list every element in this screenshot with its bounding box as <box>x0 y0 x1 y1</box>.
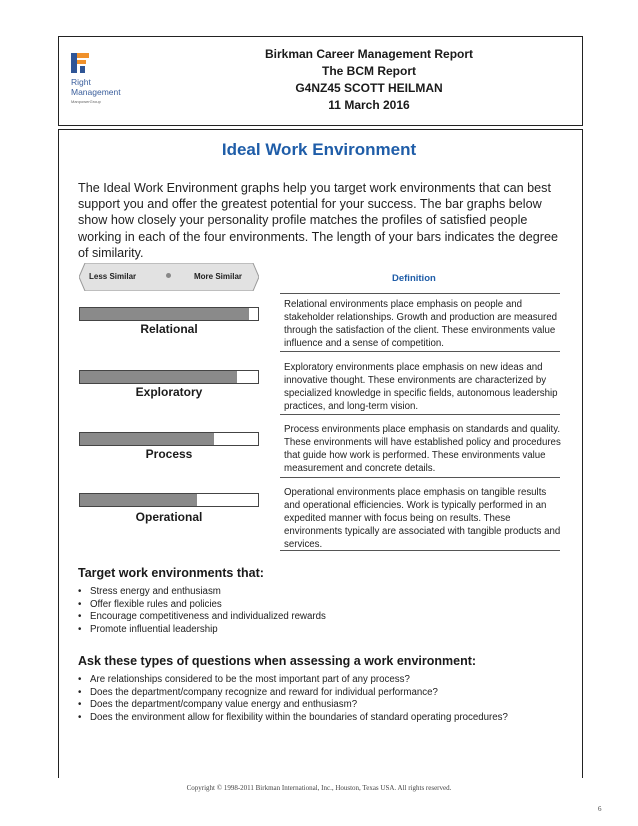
list-item: • Are relationships considered to be the most important part of any process? <box>78 674 508 687</box>
page-number: 6 <box>598 805 602 813</box>
env-definition-operational: Operational environments place emphasis on tangible results and operational efficiencies. Work is typically performed in an expedited manner with focus being on results. These environments typically are associated with tangible products and services. <box>284 487 561 550</box>
scale-more-label: More Similar <box>194 272 243 281</box>
env-definition-exploratory: Exploratory environments place emphasis on new ideas and innovative thought. These environments are characterized by specialized knowledge in specific fields, autonomous leadership practices, and long-term vision. <box>284 362 558 412</box>
similarity-scale <box>79 263 259 291</box>
bar-track <box>79 432 259 446</box>
target-heading: Target work environments that: <box>78 566 264 580</box>
definition-heading: Definition <box>392 273 436 284</box>
bar-relational <box>80 308 249 320</box>
bar-track <box>79 493 259 507</box>
list-item: • Promote influential leadership <box>78 624 326 637</box>
logo-text-line1: Right <box>71 77 91 87</box>
bar-operational <box>80 494 197 506</box>
logo-text-line2: Management <box>71 87 121 97</box>
page-title: Ideal Work Environment <box>221 140 417 159</box>
bar-track <box>79 307 259 321</box>
intro-paragraph: The Ideal Work Environment graphs help you target work environments that can best support you and offer the greatest potential for your success. The bar graphs below show how closely your personality profile matches the profiles of satisfied people working in each of the four environments. The length of your bars indicates the degree of similarity. <box>78 181 559 260</box>
divider-rule <box>280 477 560 478</box>
env-label-process: Process <box>145 447 193 461</box>
questions-heading: Ask these types of questions when assessing a work environment: <box>78 654 477 668</box>
copyright-notice: Copyright © 1998-2011 Birkman International, Inc., Houston, Texas USA. All rights reserved. <box>186 784 452 792</box>
list-item: • Does the environment allow for flexibility within the boundaries of standard operating procedures? <box>78 712 508 725</box>
env-label-operational: Operational <box>135 510 203 524</box>
right-management-logo <box>71 53 141 113</box>
list-item: • Encourage competitiveness and individualized rewards <box>78 611 326 624</box>
logo-subtext: ManpowerGroup <box>71 99 101 104</box>
report-header <box>58 36 583 126</box>
questions-list <box>78 674 508 725</box>
bar-track <box>79 370 259 384</box>
header-text-block <box>219 46 519 114</box>
list-item: • Stress energy and enthusiasm <box>78 586 326 599</box>
env-label-exploratory: Exploratory <box>135 385 203 399</box>
bar-exploratory <box>80 371 237 383</box>
person-name: G4NZ45 SCOTT HEILMAN <box>295 81 443 95</box>
list-item: • Does the department/company value energy and enthusiasm? <box>78 699 508 712</box>
divider-rule <box>280 293 560 294</box>
report-subtitle: The BCM Report <box>322 64 416 78</box>
target-list <box>78 586 326 637</box>
logo-mark-icon <box>71 53 89 73</box>
env-definition-process: Process environments place emphasis on standards and quality. These environments will have established policy and procedures that guide how work is performed. These environments value measurement and concrete details. <box>284 424 561 474</box>
list-item: • Offer flexible rules and policies <box>78 599 326 612</box>
bar-process <box>80 433 214 445</box>
report-date: 11 March 2016 <box>328 98 410 112</box>
scale-midpoint-icon <box>166 273 171 278</box>
scale-less-label: Less Similar <box>89 272 137 281</box>
list-item: • Does the department/company recognize and reward for individual performance? <box>78 687 508 700</box>
divider-rule <box>280 351 560 352</box>
report-title: Birkman Career Management Report <box>264 47 474 61</box>
divider-rule <box>280 414 560 415</box>
env-label-relational: Relational <box>140 322 198 336</box>
env-definition-relational: Relational environments place emphasis on people and stakeholder relationships. Growth and production are measured through the satisfaction of the client. These environments value influence and a sense of competition. <box>284 299 558 349</box>
